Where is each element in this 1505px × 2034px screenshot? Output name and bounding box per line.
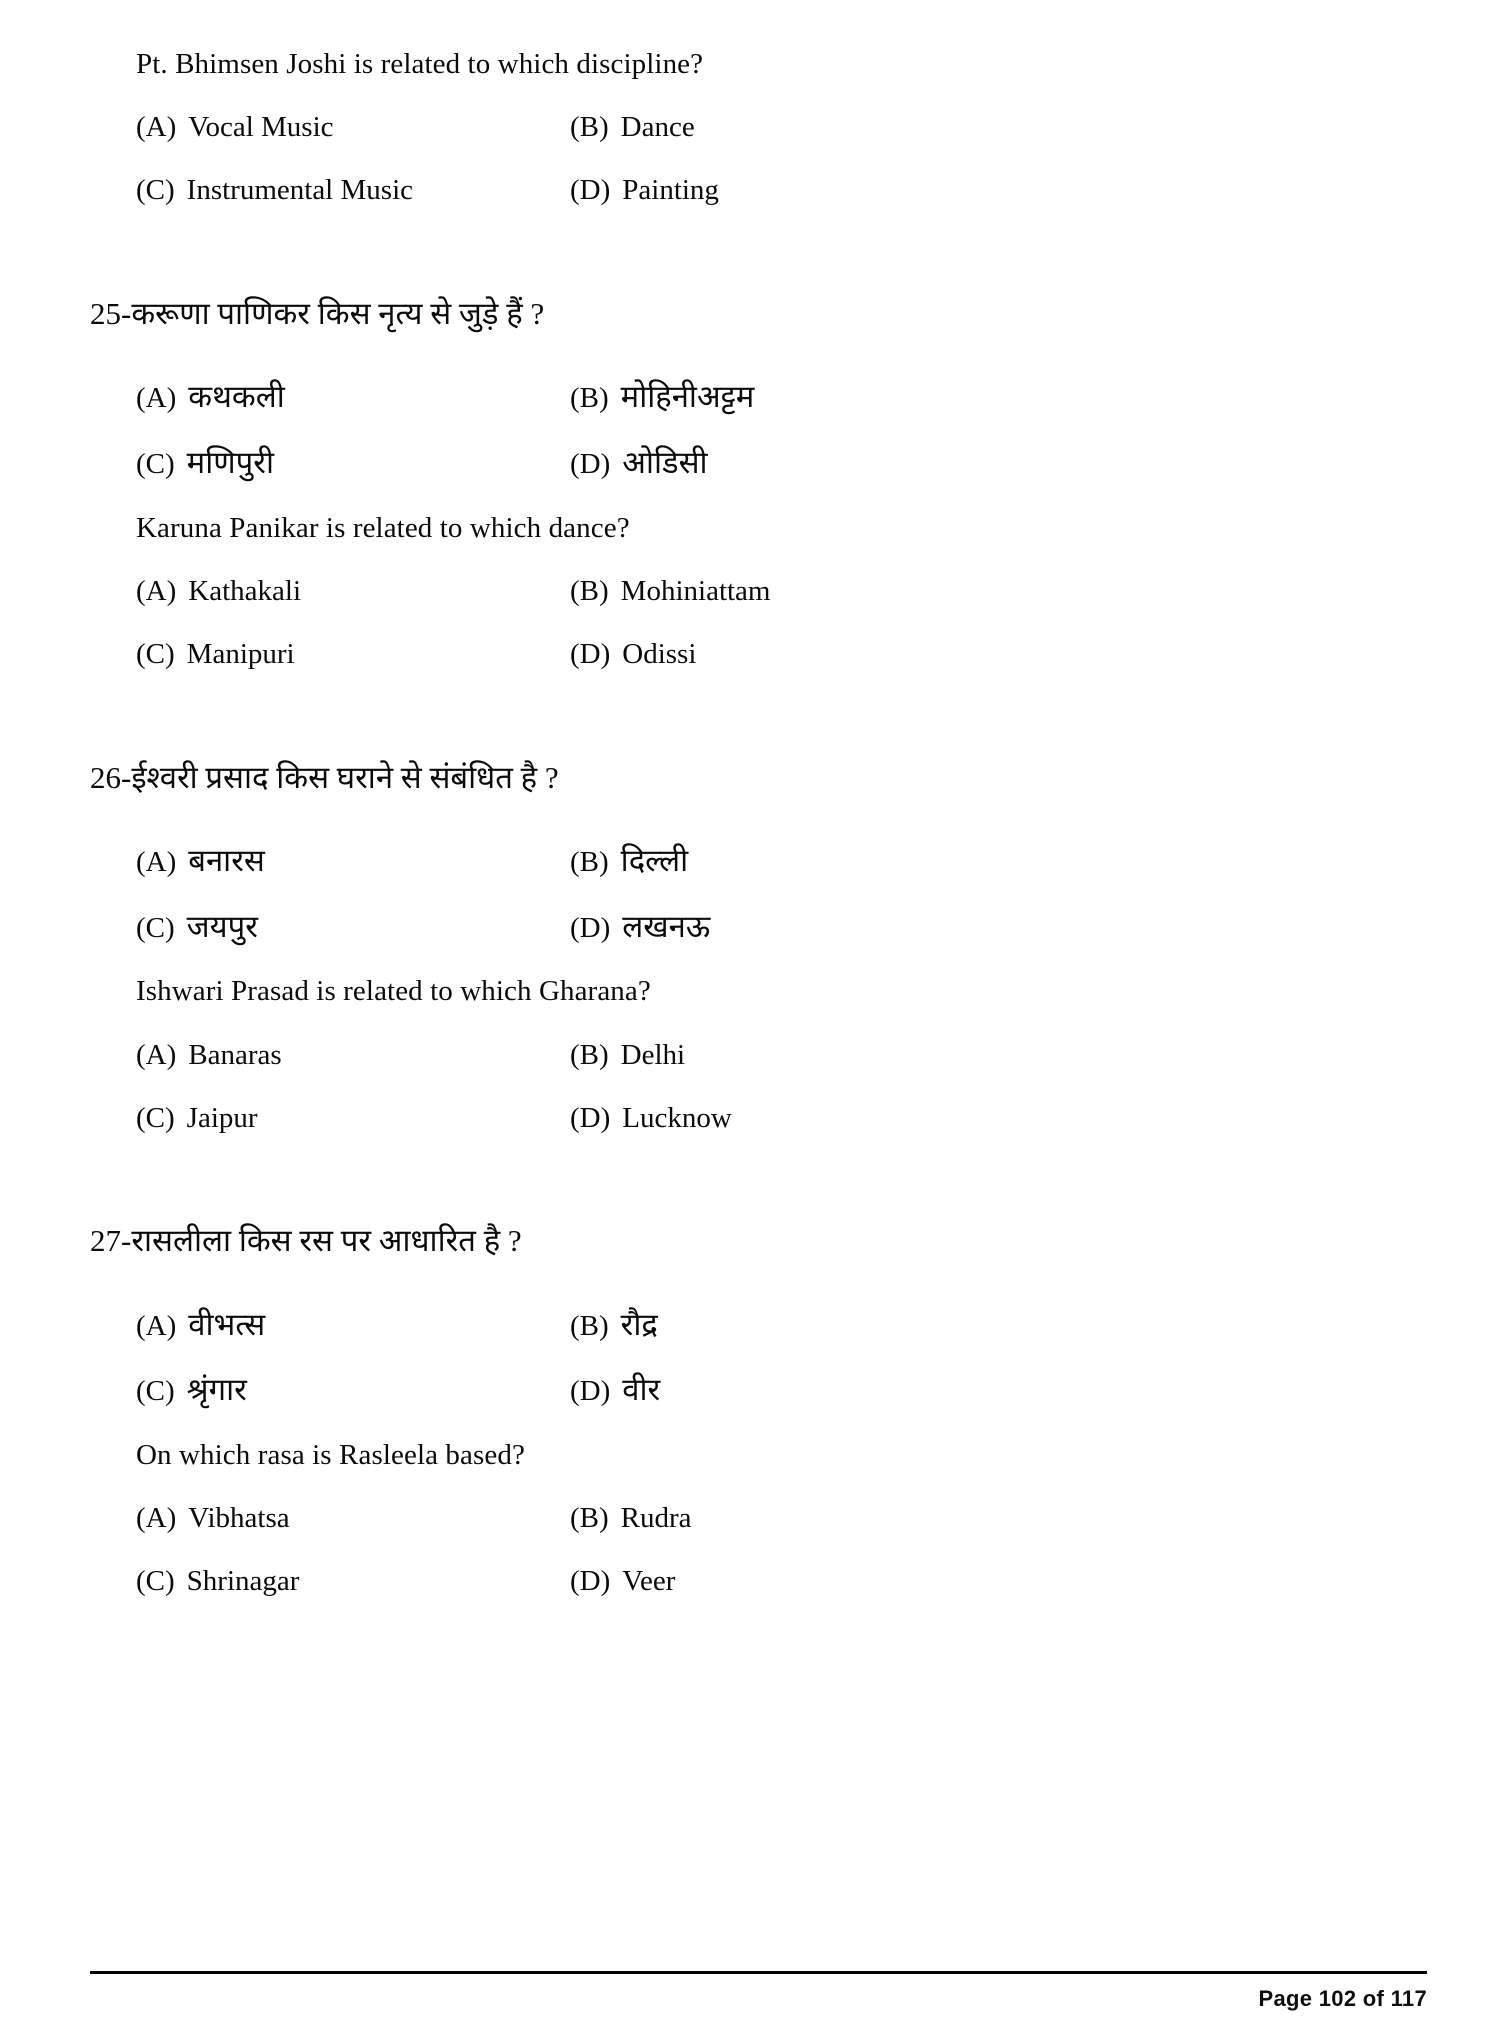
footer-divider bbox=[90, 1971, 1427, 1974]
option-c-english[interactable] bbox=[90, 1564, 570, 1599]
option-c[interactable] bbox=[90, 173, 570, 208]
option-label: Jaipur bbox=[186, 1101, 258, 1134]
footer-page-prefix: Page bbox=[1258, 1986, 1313, 2011]
option-key: (B) bbox=[570, 1502, 609, 1535]
option-key: (A) bbox=[136, 574, 177, 607]
option-d-hindi[interactable] bbox=[570, 444, 1090, 482]
option-row bbox=[90, 173, 1415, 208]
footer-page-number: 102 bbox=[1318, 1986, 1357, 2011]
question-stem-english: Karuna Panikar is related to which dance? bbox=[136, 511, 630, 544]
option-a-hindi[interactable] bbox=[90, 1306, 570, 1344]
option-row bbox=[90, 444, 1415, 482]
option-a-english[interactable] bbox=[90, 1501, 570, 1536]
page-number-label bbox=[90, 1986, 1427, 2012]
option-key: (C) bbox=[136, 911, 175, 944]
option-d-english[interactable] bbox=[570, 1101, 1090, 1136]
option-b-hindi[interactable] bbox=[570, 378, 1090, 416]
option-label: Kathakali bbox=[188, 574, 301, 607]
question-stem-hindi: 26-ईश्वरी प्रसाद किस घराने से संबंधित है ? bbox=[90, 759, 559, 795]
option-key: (B) bbox=[570, 1038, 609, 1071]
option-b-english[interactable] bbox=[570, 574, 1090, 609]
option-key: (D) bbox=[570, 1101, 611, 1134]
option-b-hindi[interactable] bbox=[570, 842, 1090, 880]
option-row bbox=[90, 842, 1415, 880]
option-c-english[interactable] bbox=[90, 1101, 570, 1136]
option-key: (D) bbox=[570, 447, 611, 480]
option-c-hindi[interactable] bbox=[90, 1371, 570, 1409]
page-content bbox=[90, 0, 1415, 1599]
option-key: (A) bbox=[136, 845, 177, 878]
option-c-hindi[interactable] bbox=[90, 908, 570, 946]
option-label: बनारस bbox=[188, 842, 265, 878]
option-key: (C) bbox=[136, 1565, 175, 1598]
option-label: वीभत्स bbox=[188, 1306, 266, 1342]
option-label: मणिपुरी bbox=[186, 444, 274, 480]
option-key: (B) bbox=[570, 111, 609, 144]
option-label: रौद्र bbox=[620, 1306, 658, 1342]
option-label: लखनऊ bbox=[622, 908, 711, 944]
option-b-hindi[interactable] bbox=[570, 1306, 1090, 1344]
option-a-english[interactable] bbox=[90, 1038, 570, 1073]
option-label: Mohiniattam bbox=[620, 574, 771, 607]
option-key: (B) bbox=[570, 845, 609, 878]
option-label: Delhi bbox=[620, 1038, 686, 1071]
option-row bbox=[90, 1306, 1415, 1344]
option-key: (A) bbox=[136, 1502, 177, 1535]
option-key: (D) bbox=[570, 1565, 611, 1598]
question-stem-english: Ishwari Prasad is related to which Gharana? bbox=[136, 975, 651, 1008]
option-key: (B) bbox=[570, 574, 609, 607]
option-a-hindi[interactable] bbox=[90, 842, 570, 880]
option-label: Lucknow bbox=[622, 1101, 732, 1134]
option-d-hindi[interactable] bbox=[570, 908, 1090, 946]
option-key: (A) bbox=[136, 111, 177, 144]
option-d[interactable] bbox=[570, 173, 1090, 208]
option-label: श्रृंगार bbox=[186, 1372, 247, 1408]
option-a[interactable] bbox=[90, 110, 570, 145]
option-b-english[interactable] bbox=[570, 1501, 1090, 1536]
option-label: Manipuri bbox=[186, 637, 295, 670]
option-label: Vibhatsa bbox=[188, 1502, 290, 1535]
option-label: Instrumental Music bbox=[186, 174, 413, 207]
question-stem-english: On which rasa is Rasleela based? bbox=[136, 1439, 525, 1472]
option-key: (C) bbox=[136, 1101, 175, 1134]
footer-page-total: 117 bbox=[1390, 1986, 1427, 2011]
option-row bbox=[90, 637, 1415, 672]
option-key: (C) bbox=[136, 1375, 175, 1408]
option-label: मोहिनीअट्टम bbox=[620, 379, 755, 415]
option-key: (D) bbox=[570, 637, 611, 670]
question-block-25 bbox=[90, 294, 1415, 672]
option-d-hindi[interactable] bbox=[570, 1371, 1090, 1409]
option-label: Veer bbox=[622, 1565, 676, 1598]
option-key: (B) bbox=[570, 382, 609, 415]
option-label: जयपुर bbox=[186, 908, 258, 944]
option-label: Vocal Music bbox=[188, 111, 334, 144]
option-key: (A) bbox=[136, 1309, 177, 1342]
option-key: (D) bbox=[570, 174, 611, 207]
option-key: (D) bbox=[570, 911, 611, 944]
option-label: कथकली bbox=[188, 379, 285, 415]
option-label: Banaras bbox=[188, 1038, 282, 1071]
option-label: दिल्ली bbox=[620, 842, 689, 878]
option-c-english[interactable] bbox=[90, 637, 570, 672]
option-label: Rudra bbox=[620, 1502, 692, 1535]
option-b-english[interactable] bbox=[570, 1038, 1090, 1073]
option-c-hindi[interactable] bbox=[90, 444, 570, 482]
question-stem-hindi: 27-रासलीला किस रस पर आधारित है ? bbox=[90, 1223, 522, 1259]
option-label: Shrinagar bbox=[186, 1565, 300, 1598]
option-d-english[interactable] bbox=[570, 637, 1090, 672]
option-row bbox=[90, 1501, 1415, 1536]
question-block-26 bbox=[90, 758, 1415, 1136]
question-stem-english: Pt. Bhimsen Joshi is related to which discipline? bbox=[136, 48, 704, 80]
option-row bbox=[90, 1038, 1415, 1073]
option-d-english[interactable] bbox=[570, 1564, 1090, 1599]
option-key: (A) bbox=[136, 382, 177, 415]
option-row bbox=[90, 1371, 1415, 1409]
option-label: ओडिसी bbox=[622, 444, 708, 480]
option-key: (C) bbox=[136, 637, 175, 670]
option-key: (D) bbox=[570, 1375, 611, 1408]
option-key: (C) bbox=[136, 447, 175, 480]
option-row bbox=[90, 1564, 1415, 1599]
option-a-hindi[interactable] bbox=[90, 378, 570, 416]
option-label: वीर bbox=[622, 1372, 661, 1408]
option-label: Odissi bbox=[622, 637, 697, 670]
option-row bbox=[90, 378, 1415, 416]
option-b[interactable] bbox=[570, 110, 1090, 145]
page-footer bbox=[90, 1971, 1427, 2012]
option-label: Painting bbox=[622, 174, 719, 207]
option-key: (C) bbox=[136, 174, 175, 207]
question-block-bhimsen-joshi bbox=[90, 46, 1415, 208]
option-row bbox=[90, 1101, 1415, 1136]
question-block-27 bbox=[90, 1221, 1415, 1599]
option-a-english[interactable] bbox=[90, 574, 570, 609]
option-row bbox=[90, 110, 1415, 145]
option-key: (A) bbox=[136, 1038, 177, 1071]
option-row bbox=[90, 908, 1415, 946]
option-key: (B) bbox=[570, 1309, 609, 1342]
footer-page-of: of bbox=[1362, 1986, 1385, 2011]
question-stem-hindi: 25-करूणा पाणिकर किस नृत्य से जुड़े हैं ? bbox=[90, 295, 545, 331]
option-row bbox=[90, 574, 1415, 609]
option-label: Dance bbox=[620, 111, 695, 144]
